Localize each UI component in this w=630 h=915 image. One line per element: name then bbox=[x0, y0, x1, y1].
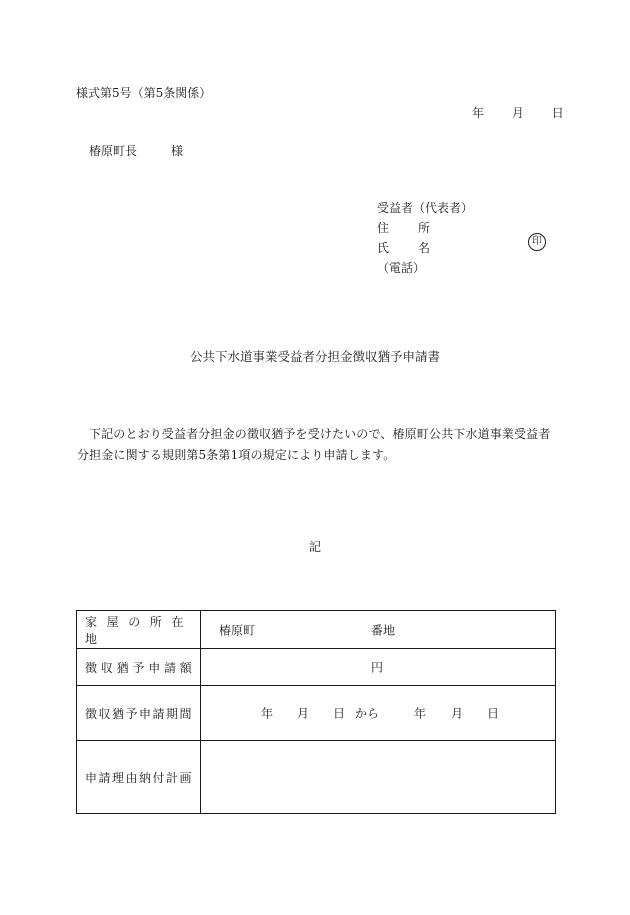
applicant-address-label bbox=[377, 218, 473, 238]
value-period[interactable] bbox=[201, 686, 555, 740]
label-reason-text: 申請理由納付計画 bbox=[85, 770, 194, 785]
label-period-text: 徴収猶予申請期間 bbox=[85, 706, 194, 721]
date-year: 年 bbox=[472, 106, 485, 120]
period-day-2: 日 bbox=[487, 706, 500, 721]
body-text: 下記のとおり受益者分担金の徴収猶予を受けたいので、椿原町公共下水道事業受益者分担金に関する規則第5条第1項の規定により申請します。 bbox=[77, 427, 551, 462]
location-suffix: 番地 bbox=[371, 623, 396, 637]
label-amount-text: 徴収猶予申請額 bbox=[85, 660, 196, 675]
addressee bbox=[89, 142, 183, 159]
addressee-honorific: 様 bbox=[171, 144, 184, 158]
value-location[interactable] bbox=[201, 611, 555, 648]
date-day: 日 bbox=[551, 106, 564, 120]
period-day-1: 日 bbox=[333, 706, 346, 721]
name-label-1: 氏 bbox=[377, 241, 390, 255]
applicant-role: 受益者（代表者） bbox=[377, 201, 474, 215]
name-label-2: 名 bbox=[418, 241, 431, 255]
label-amount bbox=[77, 649, 201, 685]
address-label-2: 所 bbox=[418, 221, 431, 235]
period-year-1: 年 bbox=[261, 706, 274, 721]
amount-unit: 円 bbox=[371, 660, 384, 675]
date-line bbox=[472, 104, 564, 121]
table-row-period bbox=[77, 685, 555, 740]
label-location bbox=[77, 611, 201, 648]
period-from: から bbox=[355, 706, 380, 721]
label-period bbox=[77, 686, 201, 740]
address-label-1: 住 bbox=[377, 221, 390, 235]
ki-mark: 記 bbox=[308, 540, 321, 554]
date-month: 月 bbox=[511, 106, 524, 120]
label-reason bbox=[77, 741, 201, 813]
period-month-1: 月 bbox=[297, 706, 310, 721]
seal-mark: 印 bbox=[528, 233, 546, 251]
table-row-reason bbox=[77, 740, 555, 813]
application-table bbox=[76, 610, 556, 814]
applicant-block bbox=[377, 198, 473, 278]
location-town: 椿原町 bbox=[219, 623, 256, 637]
form-number: 様式第5号（第5条関係） bbox=[76, 86, 212, 100]
table-row-amount bbox=[77, 648, 555, 685]
applicant-phone-label: （電話） bbox=[377, 261, 426, 275]
table-row-location bbox=[77, 611, 555, 648]
addressee-name: 椿原町長 bbox=[89, 144, 138, 158]
label-location-text: 家屋の所在地 bbox=[85, 614, 194, 646]
period-month-2: 月 bbox=[451, 706, 464, 721]
value-amount[interactable] bbox=[201, 649, 555, 685]
applicant-name-label bbox=[377, 238, 473, 258]
period-year-2: 年 bbox=[414, 706, 427, 721]
document-title: 公共下水道事業受益者分担金徴収猶予申請書 bbox=[189, 349, 440, 364]
value-reason[interactable] bbox=[201, 741, 555, 813]
